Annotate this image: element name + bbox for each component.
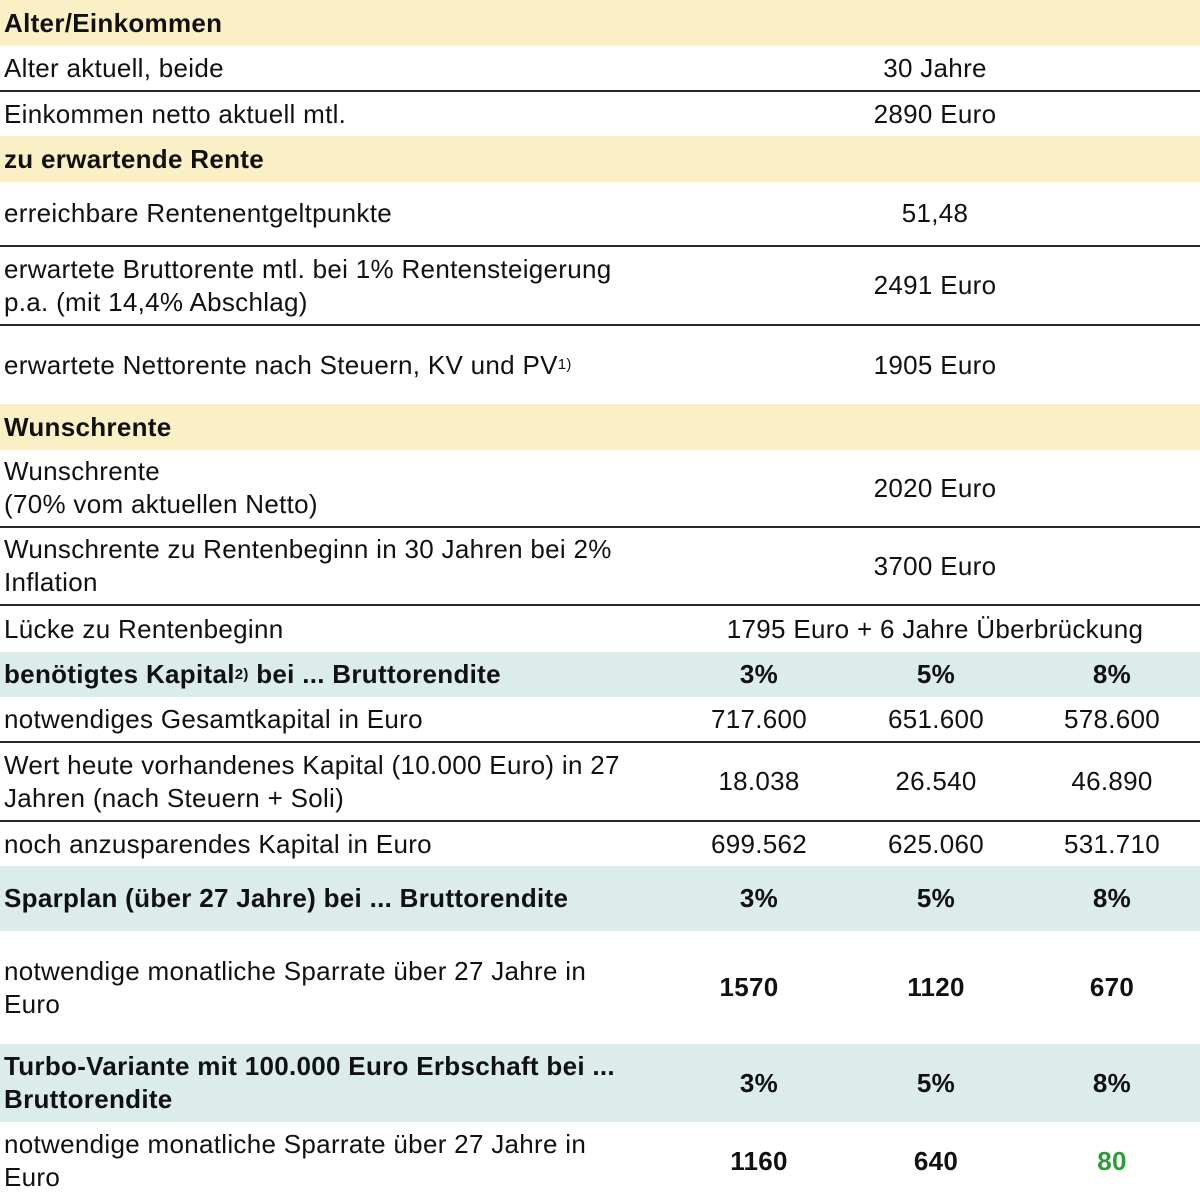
label-line: notwendige monatliche Sparrate über 27 Jahre in — [4, 955, 587, 986]
row-label — [4, 743, 669, 820]
row-label — [4, 931, 669, 1044]
savings-rate-value-highlight: 80 — [1097, 1145, 1127, 1176]
heading-line: Bruttorendite — [4, 1084, 173, 1114]
row-label: Alter aktuell, beide — [4, 52, 224, 83]
row-label — [4, 1122, 669, 1200]
table-row — [0, 743, 1200, 822]
row-value: 51,48 — [901, 198, 969, 228]
row-label: Einkommen netto aktuell mtl. — [4, 98, 347, 129]
table-row — [0, 606, 1200, 652]
savings-rate-value: 640 — [913, 1145, 959, 1176]
row-label — [4, 450, 669, 526]
cell-value: 26.540 — [895, 766, 977, 796]
label-line: p.a. (mit 14,4% Abschlag) — [4, 286, 308, 317]
section-title: Wunschrente — [4, 411, 172, 442]
rate-header: 8% — [1092, 1067, 1132, 1098]
row-value: 1905 Euro — [873, 349, 997, 380]
row-label: noch anzusparendes Kapital in Euro — [4, 828, 432, 859]
label-line: Wunschrente — [4, 456, 161, 486]
row-label: Lücke zu Rentenbeginn — [4, 613, 284, 644]
cell-value: 699.562 — [710, 828, 808, 859]
cell-value: 578.600 — [1063, 703, 1161, 734]
label-text: erwartete Nettorente nach Steuern, KV und PV — [4, 349, 558, 380]
row-label — [4, 247, 669, 324]
savings-rate-value: 1570 — [719, 972, 779, 1002]
cell-value: 531.710 — [1063, 828, 1161, 859]
row-label: erwartete Nettorente nach Steuern, KV und PV 1) — [4, 349, 572, 380]
table-row — [0, 46, 1200, 92]
label-line: notwendige monatliche Sparrate über 27 Jahre in — [4, 1129, 587, 1159]
cell-value: 18.038 — [718, 766, 800, 796]
table-row — [0, 931, 1200, 1044]
row-value: 1795 Euro + 6 Jahre Überbrückung — [726, 613, 1144, 644]
section-title — [4, 1044, 669, 1122]
savings-rate-value: 1160 — [730, 1145, 788, 1176]
table-row — [0, 92, 1200, 136]
rate-header: 8% — [1092, 883, 1132, 913]
rate-header: 3% — [739, 659, 779, 689]
table-row — [0, 182, 1200, 247]
label-line: Euro — [4, 988, 61, 1019]
section-header-turbo — [0, 1044, 1200, 1122]
label-line: erwartete Bruttorente mtl. bei 1% Rentensteigerung — [4, 253, 612, 284]
row-value: 30 Jahre — [883, 52, 987, 83]
table-row — [0, 822, 1200, 866]
section-title: Alter/Einkommen — [4, 7, 223, 38]
table-row — [0, 326, 1200, 404]
row-value: 3700 Euro — [873, 550, 997, 581]
heading-line: Turbo-Variante mit 100.000 Euro Erbschaft bei ... — [4, 1051, 615, 1081]
row-value: 2020 Euro — [873, 472, 997, 503]
section-header-kapital — [0, 652, 1200, 697]
section-title: benötigtes Kapital 2) bei ... Bruttorendite — [4, 659, 501, 689]
row-value: 2491 Euro — [873, 270, 997, 300]
row-label: erreichbare Rentenentgeltpunkte — [4, 198, 393, 228]
heading-text: bei ... Bruttorendite — [248, 659, 501, 689]
label-line: Euro — [4, 1162, 61, 1192]
table-row — [0, 1122, 1200, 1200]
label-line: Jahren (nach Steuern + Soli) — [4, 782, 345, 813]
cell-value: 625.060 — [887, 828, 985, 859]
rate-header: 3% — [739, 883, 779, 913]
rate-header: 8% — [1092, 659, 1132, 689]
rate-header: 5% — [916, 659, 956, 689]
row-value: 2890 Euro — [873, 98, 997, 129]
heading-text: benötigtes Kapital — [4, 659, 235, 689]
section-header-alter — [0, 0, 1200, 46]
row-label — [4, 528, 669, 604]
table-row — [0, 528, 1200, 606]
rate-header: 5% — [916, 1067, 956, 1098]
cell-value: 651.600 — [887, 703, 985, 734]
rate-header: 5% — [916, 883, 956, 913]
savings-rate-value: 1120 — [907, 972, 965, 1002]
section-header-rente — [0, 136, 1200, 182]
section-header-wunschrente — [0, 404, 1200, 450]
label-line: Wert heute vorhandenes Kapital (10.000 Euro) in 27 — [4, 749, 620, 780]
section-title: zu erwartende Rente — [4, 143, 264, 174]
cell-value: 46.890 — [1071, 766, 1153, 796]
savings-rate-value: 670 — [1089, 972, 1135, 1002]
table-row — [0, 450, 1200, 528]
section-title: Sparplan (über 27 Jahre) bei ... Bruttorendite — [4, 883, 569, 913]
table-row — [0, 247, 1200, 326]
cell-value: 717.600 — [710, 703, 808, 734]
table-row — [0, 697, 1200, 743]
row-label: notwendiges Gesamtkapital in Euro — [4, 703, 423, 734]
rate-header: 3% — [739, 1067, 779, 1098]
label-line: Inflation — [4, 567, 98, 597]
section-header-sparplan — [0, 866, 1200, 931]
label-line: (70% vom aktuellen Netto) — [4, 489, 318, 519]
label-line: Wunschrente zu Rentenbeginn in 30 Jahren bei 2% — [4, 534, 612, 564]
